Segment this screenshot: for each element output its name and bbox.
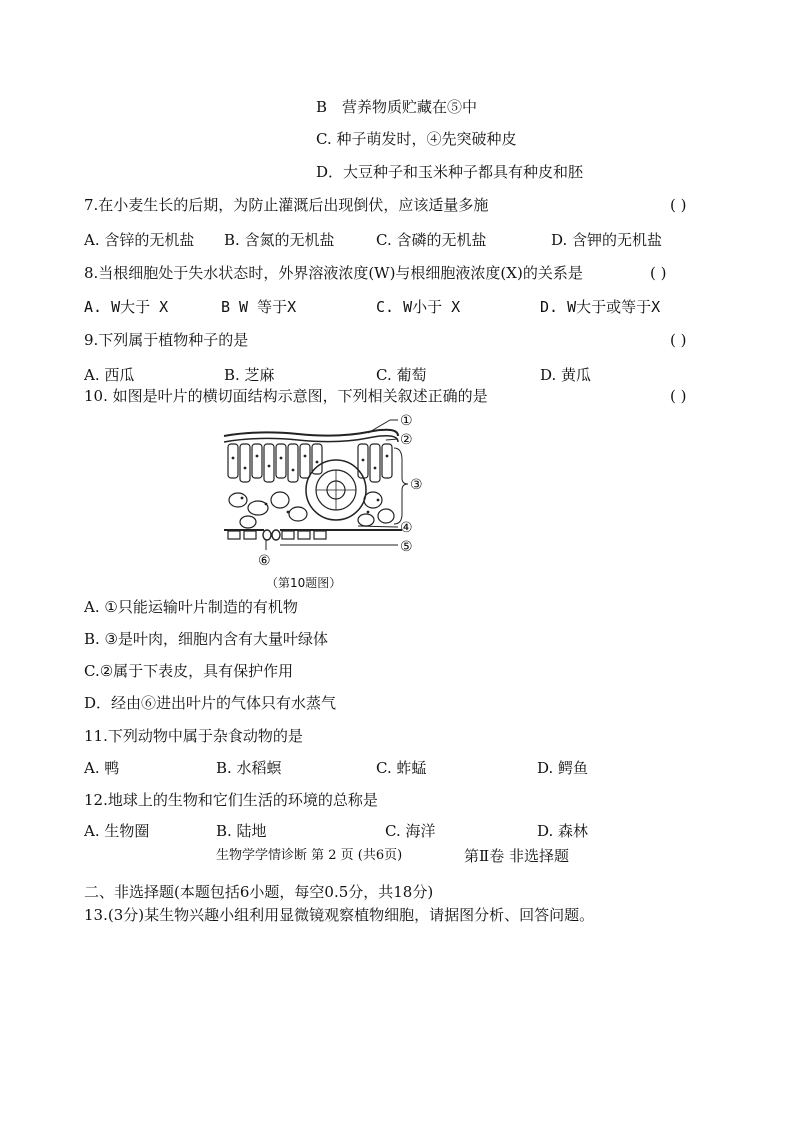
q6-option-b: B 营养物质贮藏在⑤中 [316, 98, 478, 116]
q11-option-b: B. 水稻螟 [216, 759, 282, 777]
stoma [263, 530, 280, 540]
part-two-heading: 第Ⅱ卷 非选择题 [464, 847, 569, 865]
q9-option-d: D. 黄瓜 [540, 366, 592, 384]
q11-option-d: D. 鳄鱼 [537, 759, 589, 777]
figure-caption: （第10题图） [266, 576, 342, 590]
q7-answer-paren: ( ) [670, 196, 687, 214]
q12-stem: 12.地球上的生物和它们生活的环境的总称是 [84, 791, 378, 809]
q10-option-c: C.②属于下表皮，具有保护作用 [84, 662, 294, 680]
q7-option-b: B. 含氮的无机盐 [224, 231, 335, 249]
q8-answer-paren: ( ) [650, 264, 667, 282]
q7-option-d: D. 含钾的无机盐 [551, 231, 663, 249]
label-2: ② [400, 432, 413, 448]
q11-stem: 11.下列动物中属于杂食动物的是 [84, 727, 303, 745]
q13-stem: 13.(3分)某生物兴趣小组利用显微镜观察植物细胞，请据图分析、回答问题。 [84, 906, 595, 924]
q8-option-a: A. W大于 X [84, 298, 169, 316]
leaf-cross-section-figure [218, 408, 428, 593]
label-4: ④ [400, 520, 413, 536]
label-5: ⑤ [400, 539, 413, 555]
spongy-layer [229, 492, 394, 528]
q9-stem: 9.下列属于植物种子的是 [84, 331, 249, 349]
q8-option-c: C. W小于 X [376, 298, 461, 316]
q10-stem: 10. 如图是叶片的横切面结构示意图，下列相关叙述正确的是 [84, 387, 488, 405]
section-two-heading: 二、非选择题(本题包括6小题，每空0.5分，共18分) [84, 883, 434, 901]
q10-option-d: D．经由⑥进出叶片的气体只有水蒸气 [84, 694, 337, 712]
q8-option-d: D. W大于或等于X [540, 298, 661, 316]
q11-option-c: C. 蚱蜢 [376, 759, 427, 777]
q10-option-b: B. ③是叶肉，细胞内含有大量叶绿体 [84, 630, 329, 648]
q7-option-a: A. 含锌的无机盐 [84, 231, 195, 249]
q9-option-a: A. 西瓜 [84, 366, 135, 384]
q8-option-b: B W 等于X [221, 298, 297, 316]
q9-option-b: B. 芝麻 [224, 366, 275, 384]
q12-option-c: C. 海洋 [385, 822, 436, 840]
q6-option-d: D．大豆种子和玉米种子都具有种皮和胚 [316, 163, 584, 181]
q8-stem: 8.当根细胞处于失水状态时，外界溶液浓度(W)与根细胞液浓度(X)的关系是 [84, 264, 583, 282]
page-footer: 生物学学情诊断 第 2 页 (共6页) [216, 848, 403, 863]
q9-answer-paren: ( ) [670, 331, 687, 349]
q12-option-a: A. 生物圈 [84, 822, 150, 840]
vein-bundle [306, 460, 366, 520]
q6-option-c: C. 种子萌发时，④先突破种皮 [316, 130, 517, 148]
q7-option-c: C. 含磷的无机盐 [376, 231, 487, 249]
q7-stem: 7.在小麦生长的后期，为防止灌溉后出现倒伏，应该适量多施 [84, 196, 489, 214]
q12-option-d: D. 森林 [537, 822, 589, 840]
q9-option-c: C. 葡萄 [376, 366, 427, 384]
label-6: ⑥ [258, 553, 271, 569]
q10-option-a: A. ①只能运输叶片制造的有机物 [84, 598, 298, 616]
q10-answer-paren: ( ) [670, 387, 687, 405]
q11-option-a: A. 鸭 [84, 759, 120, 777]
label-1: ① [400, 413, 413, 429]
label-3: ③ [410, 477, 423, 493]
q12-option-b: B. 陆地 [216, 822, 267, 840]
